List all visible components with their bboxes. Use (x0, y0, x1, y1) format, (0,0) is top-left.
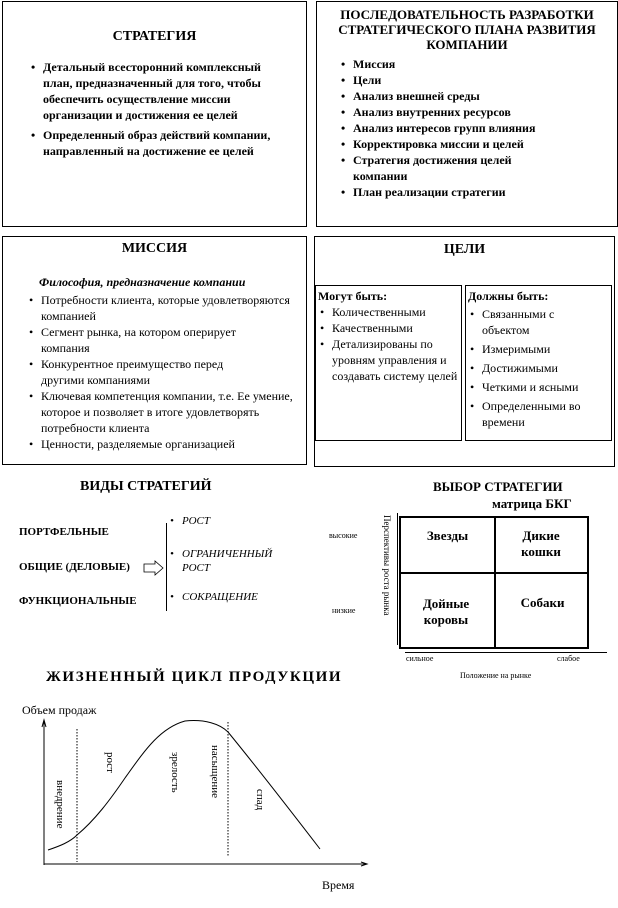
list-item: • Стратегия достижения целей компании (339, 152, 607, 184)
mission-subtitle: Философия, предназначение компании (39, 275, 246, 289)
list-item: • Детализированы по уровням управления и создавать систему целей (318, 336, 459, 384)
list-item: • Цели (339, 72, 607, 88)
stage-saturation: насыщение (209, 745, 221, 799)
list-item: • Сегмент рынка, на котором оперирует компания (27, 324, 296, 356)
sequence-title: ПОСЛЕДОВАТЕЛЬНОСТЬ РАЗРАБОТКИ СТРАТЕГИЧЕСКОГО ПЛАНА РАЗВИТИЯ КОМПАНИИ (338, 7, 596, 52)
bcg-dogs: Собаки (520, 595, 565, 610)
list-item: • Корректировка миссии и целей (339, 136, 607, 152)
bcg-x-label: Положение на рынке (460, 671, 532, 680)
stage-intro: внедрение (54, 780, 66, 829)
bcg-weak: слабое (557, 654, 580, 663)
option-limited-growth: • ОГРАНИЧЕННЫЙ РОСТ (168, 547, 298, 575)
mission-title: МИССИЯ (121, 241, 188, 256)
list-item: • Конкурентное преимущество перед другими компаниями (27, 356, 296, 388)
bcg-wild-cats: Дикие кошки (521, 528, 561, 559)
types-title: ВИДЫ СТРАТЕГИЙ (80, 479, 212, 494)
list-item: • Определенными во времени (468, 398, 609, 430)
option-growth: • РОСТ (168, 513, 298, 529)
bcg-low: низкие (332, 606, 356, 615)
type-functional: ФУНКЦИОНАЛЬНЫЕ (19, 595, 137, 607)
option-reduction: • СОКРАЩЕНИЕ (168, 589, 298, 605)
list-item: • Анализ внешней среды (339, 88, 607, 104)
bcg-strong: сильное (406, 654, 434, 663)
bcg-cash-cows: Дойные коровы (422, 596, 470, 627)
lifecycle-x-label: Время (322, 878, 355, 892)
list-item: • Четкими и ясными (468, 379, 609, 395)
bcg-y-label: Перспективы роста рынка (382, 515, 392, 616)
list-item: • Измеримыми (468, 341, 609, 357)
bcg-high: высокие (329, 531, 358, 540)
goals-must-title: Должны быть: (468, 289, 549, 303)
list-item: • Миссия (339, 56, 607, 72)
bcg-stars: Звезды (426, 528, 469, 543)
list-item: • План реализации стратегии (339, 184, 607, 200)
list-item: • Определенный образ действий компании, направленный на достижение ее целей (29, 127, 286, 159)
bcg-subtitle: матрица БКГ (492, 496, 572, 511)
list-item: • Анализ интересов групп влияния (339, 120, 607, 136)
strategy-title: СТРАТЕГИЯ (112, 29, 197, 44)
list-item: • Ключевая компетенция компании, т.е. Ее умение, которое и позволяет в итоге удовлетворять потребности клиента (27, 388, 296, 436)
list-item: • Потребности клиента, которые удовлетворяются компанией (27, 292, 296, 324)
list-item: • Анализ внутренних ресурсов (339, 104, 607, 120)
list-item: • Количественными (318, 304, 459, 320)
list-item: • Достижимыми (468, 360, 609, 376)
list-item: • Качественными (318, 320, 459, 336)
list-item: • Детальный всесторонний комплексный план, предназначенный для того, чтобы обеспечить осуществление миссии организации и достижения ее целей (29, 59, 286, 123)
goals-title: ЦЕЛИ (443, 242, 486, 257)
goals-may-title: Могут быть: (318, 289, 388, 303)
sales-curve (48, 721, 320, 850)
type-portfolio: ПОРТФЕЛЬНЫЕ (19, 526, 109, 538)
stage-maturity: зрелость (169, 752, 181, 793)
lifecycle-y-label: Объем продаж (22, 703, 97, 717)
stage-decline: спад (254, 789, 266, 811)
stage-growth: рост (104, 752, 116, 773)
type-general: ОБЩИЕ (ДЕЛОВЫЕ) (19, 561, 130, 573)
list-item: • Ценности, разделяемые организацией (27, 436, 296, 452)
lifecycle-title: ЖИЗНЕННЫЙ ЦИКЛ ПРОДУКЦИИ (46, 669, 343, 685)
bcg-title: ВЫБОР СТРАТЕГИИ (433, 479, 563, 494)
list-item: • Связанными с объектом (468, 306, 609, 338)
